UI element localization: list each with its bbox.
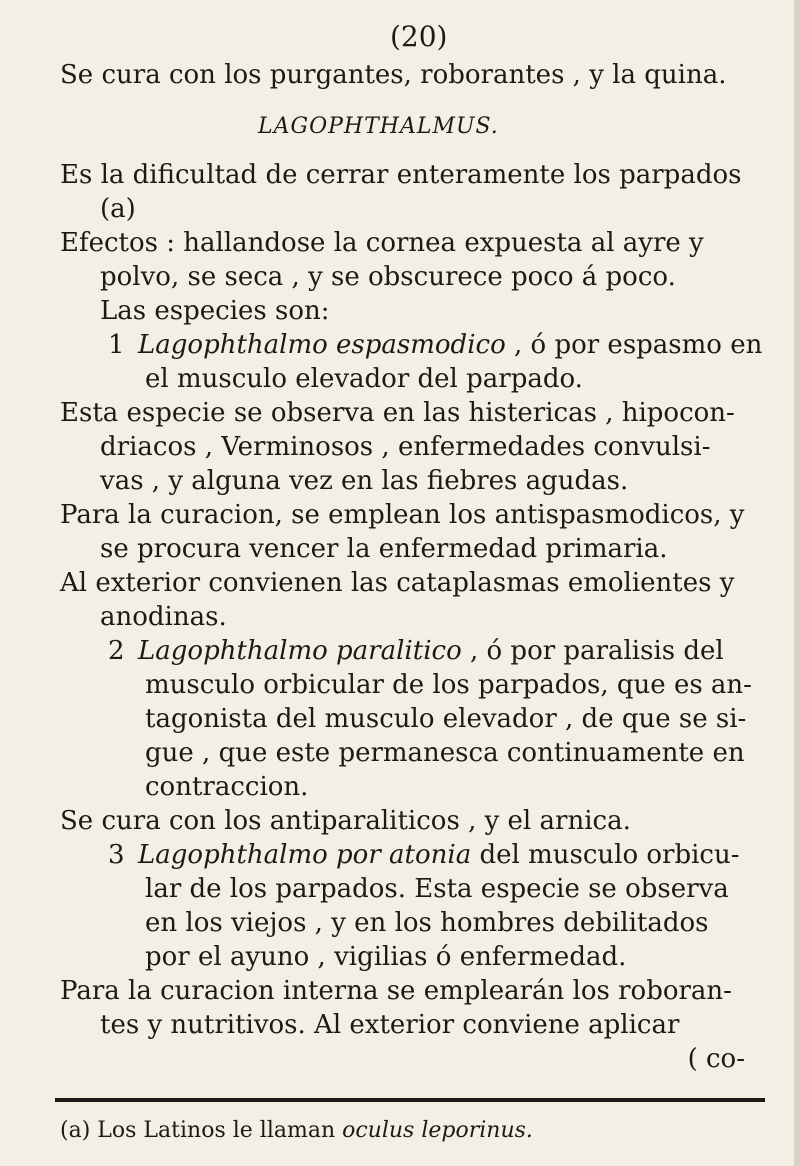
text-line: Se cura con los antiparaliticos , y el arnica. (60, 806, 631, 836)
list-item-3 (108, 840, 740, 870)
footnote (60, 1118, 533, 1143)
text-line: lar de los parpados. Esta especie se observa (145, 874, 729, 904)
item-number: 1 (108, 330, 125, 360)
text-run: , ó por paralisis del (461, 636, 724, 666)
text-line: en los viejos , y en los hombres debilitados (145, 908, 709, 938)
text-line: Para la curacion, se emplean los antispasmodicos, y (60, 500, 745, 530)
text-line: musculo orbicular de los parpados, que es an- (145, 670, 752, 700)
text-line: contraccion. (145, 772, 309, 802)
text-line: anodinas. (100, 602, 227, 632)
footnote-italic: oculus leporinus. (342, 1118, 533, 1143)
text-line: Al exterior convienen las cataplasmas emolientes y (60, 568, 735, 598)
item-number: 2 (108, 636, 125, 666)
catchword: ( co- (687, 1044, 745, 1074)
text-run: , ó por espasmo en (505, 330, 763, 360)
footnote-text: Los Latinos le llaman (90, 1118, 343, 1143)
text-line: Efectos : hallandose la cornea expuesta al ayre y (60, 228, 704, 258)
list-item-1 (108, 330, 762, 360)
item-number: 3 (108, 840, 125, 870)
species-name: Lagophthalmo por atonia (138, 840, 472, 870)
text-run: del musculo orbicu- (471, 840, 740, 870)
species-name: Lagophthalmo espasmodico (138, 330, 506, 360)
text-line: Para la curacion interna se emplearán los roboran- (60, 976, 732, 1006)
text-line: tes y nutritivos. Al exterior conviene aplicar (100, 1010, 680, 1040)
text-line: el musculo elevador del parpado. (145, 364, 583, 394)
text-line: driacos , Verminosos , enfermedades convulsi- (100, 432, 711, 462)
footnote-marker: (a) (60, 1118, 91, 1143)
page-number: (20) (390, 20, 448, 53)
text-line: se procura vencer la enfermedad primaria. (100, 534, 668, 564)
list-item-2 (108, 636, 724, 666)
text-line: Es la dificultad de cerrar enteramente los parpados (60, 160, 742, 190)
text-line: polvo, se seca , y se obscurece poco á poco. (100, 262, 676, 292)
text-line: Se cura con los purgantes, roborantes , y la quina. (60, 60, 727, 90)
text-line: por el ayuno , vigilias ó enfermedad. (145, 942, 627, 972)
text-line: Las especies son: (100, 296, 330, 326)
text-line: Esta especie se observa en las histericas , hipocon- (60, 398, 735, 428)
footnote-rule (55, 1098, 765, 1102)
footnote-reference: (a) (100, 194, 136, 224)
section-heading: LAGOPHTHALMUS. (258, 114, 499, 139)
text-line: vas , y alguna vez en las fiebres agudas. (100, 466, 629, 496)
text-line: tagonista del musculo elevador , de que se si- (145, 704, 747, 734)
text-line: gue , que este permanesca continuamente en (145, 738, 745, 768)
species-name: Lagophthalmo paralitico (138, 636, 462, 666)
page-edge (794, 0, 800, 1166)
